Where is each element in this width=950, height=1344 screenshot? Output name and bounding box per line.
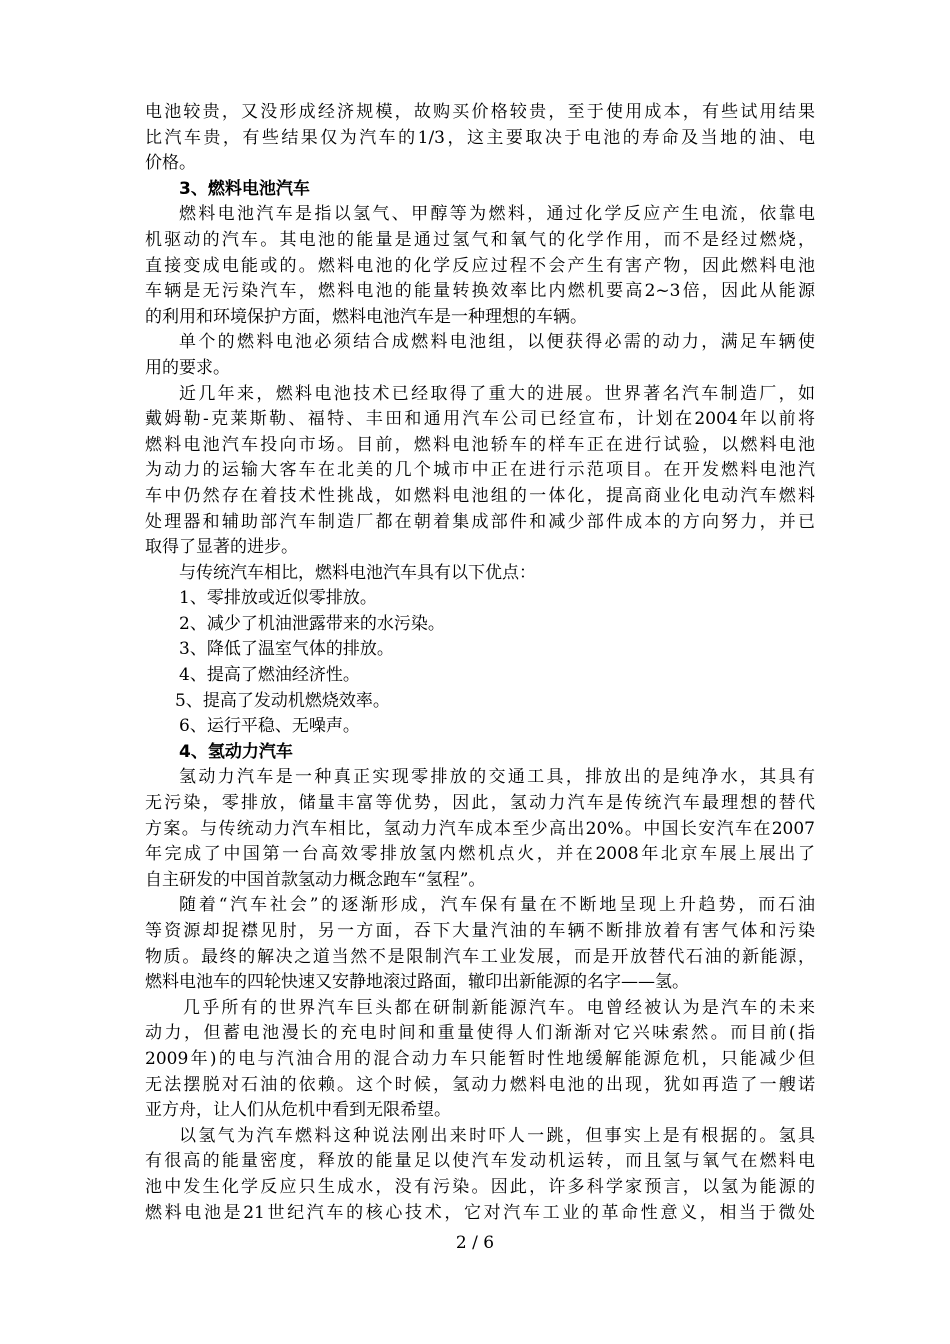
text-line: 价格。 <box>145 153 196 174</box>
text-line: 直接变成电能或的。燃料电池的化学反应过程不会产生有害产物，因此燃料电池 <box>145 255 815 276</box>
page-number: 2 / 6 <box>455 1233 495 1253</box>
text-line: 取得了显著的进步。 <box>145 537 298 558</box>
text-line: 池中发生化学反应只生成水，没有污染。因此，许多科学家预言，以氢为能源的 <box>145 1176 815 1197</box>
text-line: 燃料电池汽车投向市场。目前，燃料电池轿车的样车正在进行试验，以燃料电池 <box>145 434 815 455</box>
text-line: 1、零排放或近似零排放。 <box>179 588 377 609</box>
text-line: 等资源却捉襟见肘，另一方面，吞下大量汽油的车辆不断排放着有害气体和污染 <box>145 921 815 941</box>
text-line: 自主研发的中国首款氢动力概念跑车“氢程”。 <box>145 869 486 890</box>
text-line: 与传统汽车相比，燃料电池汽车具有以下优点： <box>179 562 536 583</box>
text-line: 年完成了中国第一台高效零排放氢内燃机点火，并在2008年北京车展上展出了 <box>145 844 815 865</box>
text-line: 3、降低了温室气体的排放。 <box>179 639 394 660</box>
text-line: 方案。与传统动力汽车相比，氢动力汽车成本至少高出20%。中国长安汽车在2007 <box>145 818 815 839</box>
section-heading: 3、燃料电池汽车 <box>179 178 310 199</box>
text-line: 几乎所有的世界汽车巨头都在研制新能源汽车。电曾经被认为是汽车的未来 <box>183 997 815 1018</box>
text-line: 亚方舟，让人们从危机中看到无限希望。 <box>145 1100 451 1121</box>
text-line: 物质。最终的解决之道当然不是限制汽车工业发展，而是开放替代石油的新能源， <box>145 946 815 967</box>
text-line: 氢动力汽车是一种真正实现零排放的交通工具，排放出的是纯净水，其具有 <box>179 767 815 788</box>
text-line: 2009年)的电与汽油合用的混合动力车只能暂时性地缓解能源危机，只能减少但 <box>145 1048 815 1069</box>
text-line: 戴姆勒-克莱斯勒、福特、丰田和通用汽车公司已经宣布，计划在2004年以前将 <box>145 409 815 430</box>
text-line: 2、减少了机油泄露带来的水污染。 <box>179 613 445 634</box>
text-line: 燃料电池是21世纪汽车的核心技术，它对汽车工业的革命性意义，相当于微处 <box>145 1202 815 1223</box>
text-line: 燃料电池车的四轮快速又安静地滚过路面，辙印出新能源的名字——氢。 <box>145 972 689 993</box>
page-body <box>145 100 815 1226</box>
text-line: 为动力的运输大客车在北美的几个城市中正在进行示范项目。在开发燃料电池汽 <box>145 460 815 481</box>
text-line: 有很高的能量密度，释放的能量足以使汽车发动机运转，而且氢与氧气在燃料电 <box>145 1151 815 1172</box>
text-line: 无法摆脱对石油的依赖。这个时候，氢动力燃料电池的出现，犹如再造了一艘诺 <box>145 1074 815 1095</box>
text-line: 6、运行平稳、无噪声。 <box>179 716 360 737</box>
text-line: 比汽车贵，有些结果仅为汽车的1/3，这主要取决于电池的寿命及当地的油、电 <box>145 127 815 148</box>
text-line: 车中仍然存在着技术性挑战，如燃料电池组的一体化，提高商业化电动汽车燃料 <box>145 485 815 506</box>
text-line: 车辆是无污染汽车，燃料电池的能量转换效率比内燃机要高2~3倍，因此从能源 <box>145 281 815 302</box>
text-line: 电池较贵，又没形成经济规模，故购买价格较贵，至于使用成本，有些试用结果 <box>145 102 815 122</box>
text-line: 机驱动的汽车。其电池的能量是通过氢气和氧气的化学作用，而不是经过燃烧， <box>145 229 815 250</box>
text-line: 单个的燃料电池必须结合成燃料电池组，以便获得必需的动力，满足车辆使 <box>179 332 815 353</box>
text-line: 处理器和辅助部汽车制造厂都在朝着集成部件和减少部件成本的方向努力，并已 <box>145 511 815 532</box>
text-line: 5、提高了发动机燃烧效率。 <box>175 690 390 711</box>
text-line: 动力，但蓄电池漫长的充电时间和重量使得人们渐渐对它兴味索然。而目前(指 <box>145 1023 815 1044</box>
text-line: 燃料电池汽车是指以氢气、甲醇等为燃料，通过化学反应产生电流，依靠电 <box>179 204 815 225</box>
text-line: 以氢气为汽车燃料这种说法刚出来时吓人一跳，但事实上是有根据的。氢具 <box>179 1125 815 1146</box>
text-line: 4、提高了燃油经济性。 <box>179 665 360 686</box>
text-line: 近几年来，燃料电池技术已经取得了重大的进展。世界著名汽车制造厂，如 <box>179 383 815 404</box>
text-line: 的利用和环境保护方面，燃料电池汽车是一种理想的车辆。 <box>145 306 587 327</box>
text-line: 用的要求。 <box>145 357 230 378</box>
text-line: 随着“汽车社会”的逐渐形成，汽车保有量在不断地呈现上升趋势，而石油 <box>179 895 815 916</box>
text-line: 无污染，零排放，储量丰富等优势，因此，氢动力汽车是传统汽车最理想的替代 <box>145 793 815 814</box>
section-heading: 4、氢动力汽车 <box>179 741 293 762</box>
